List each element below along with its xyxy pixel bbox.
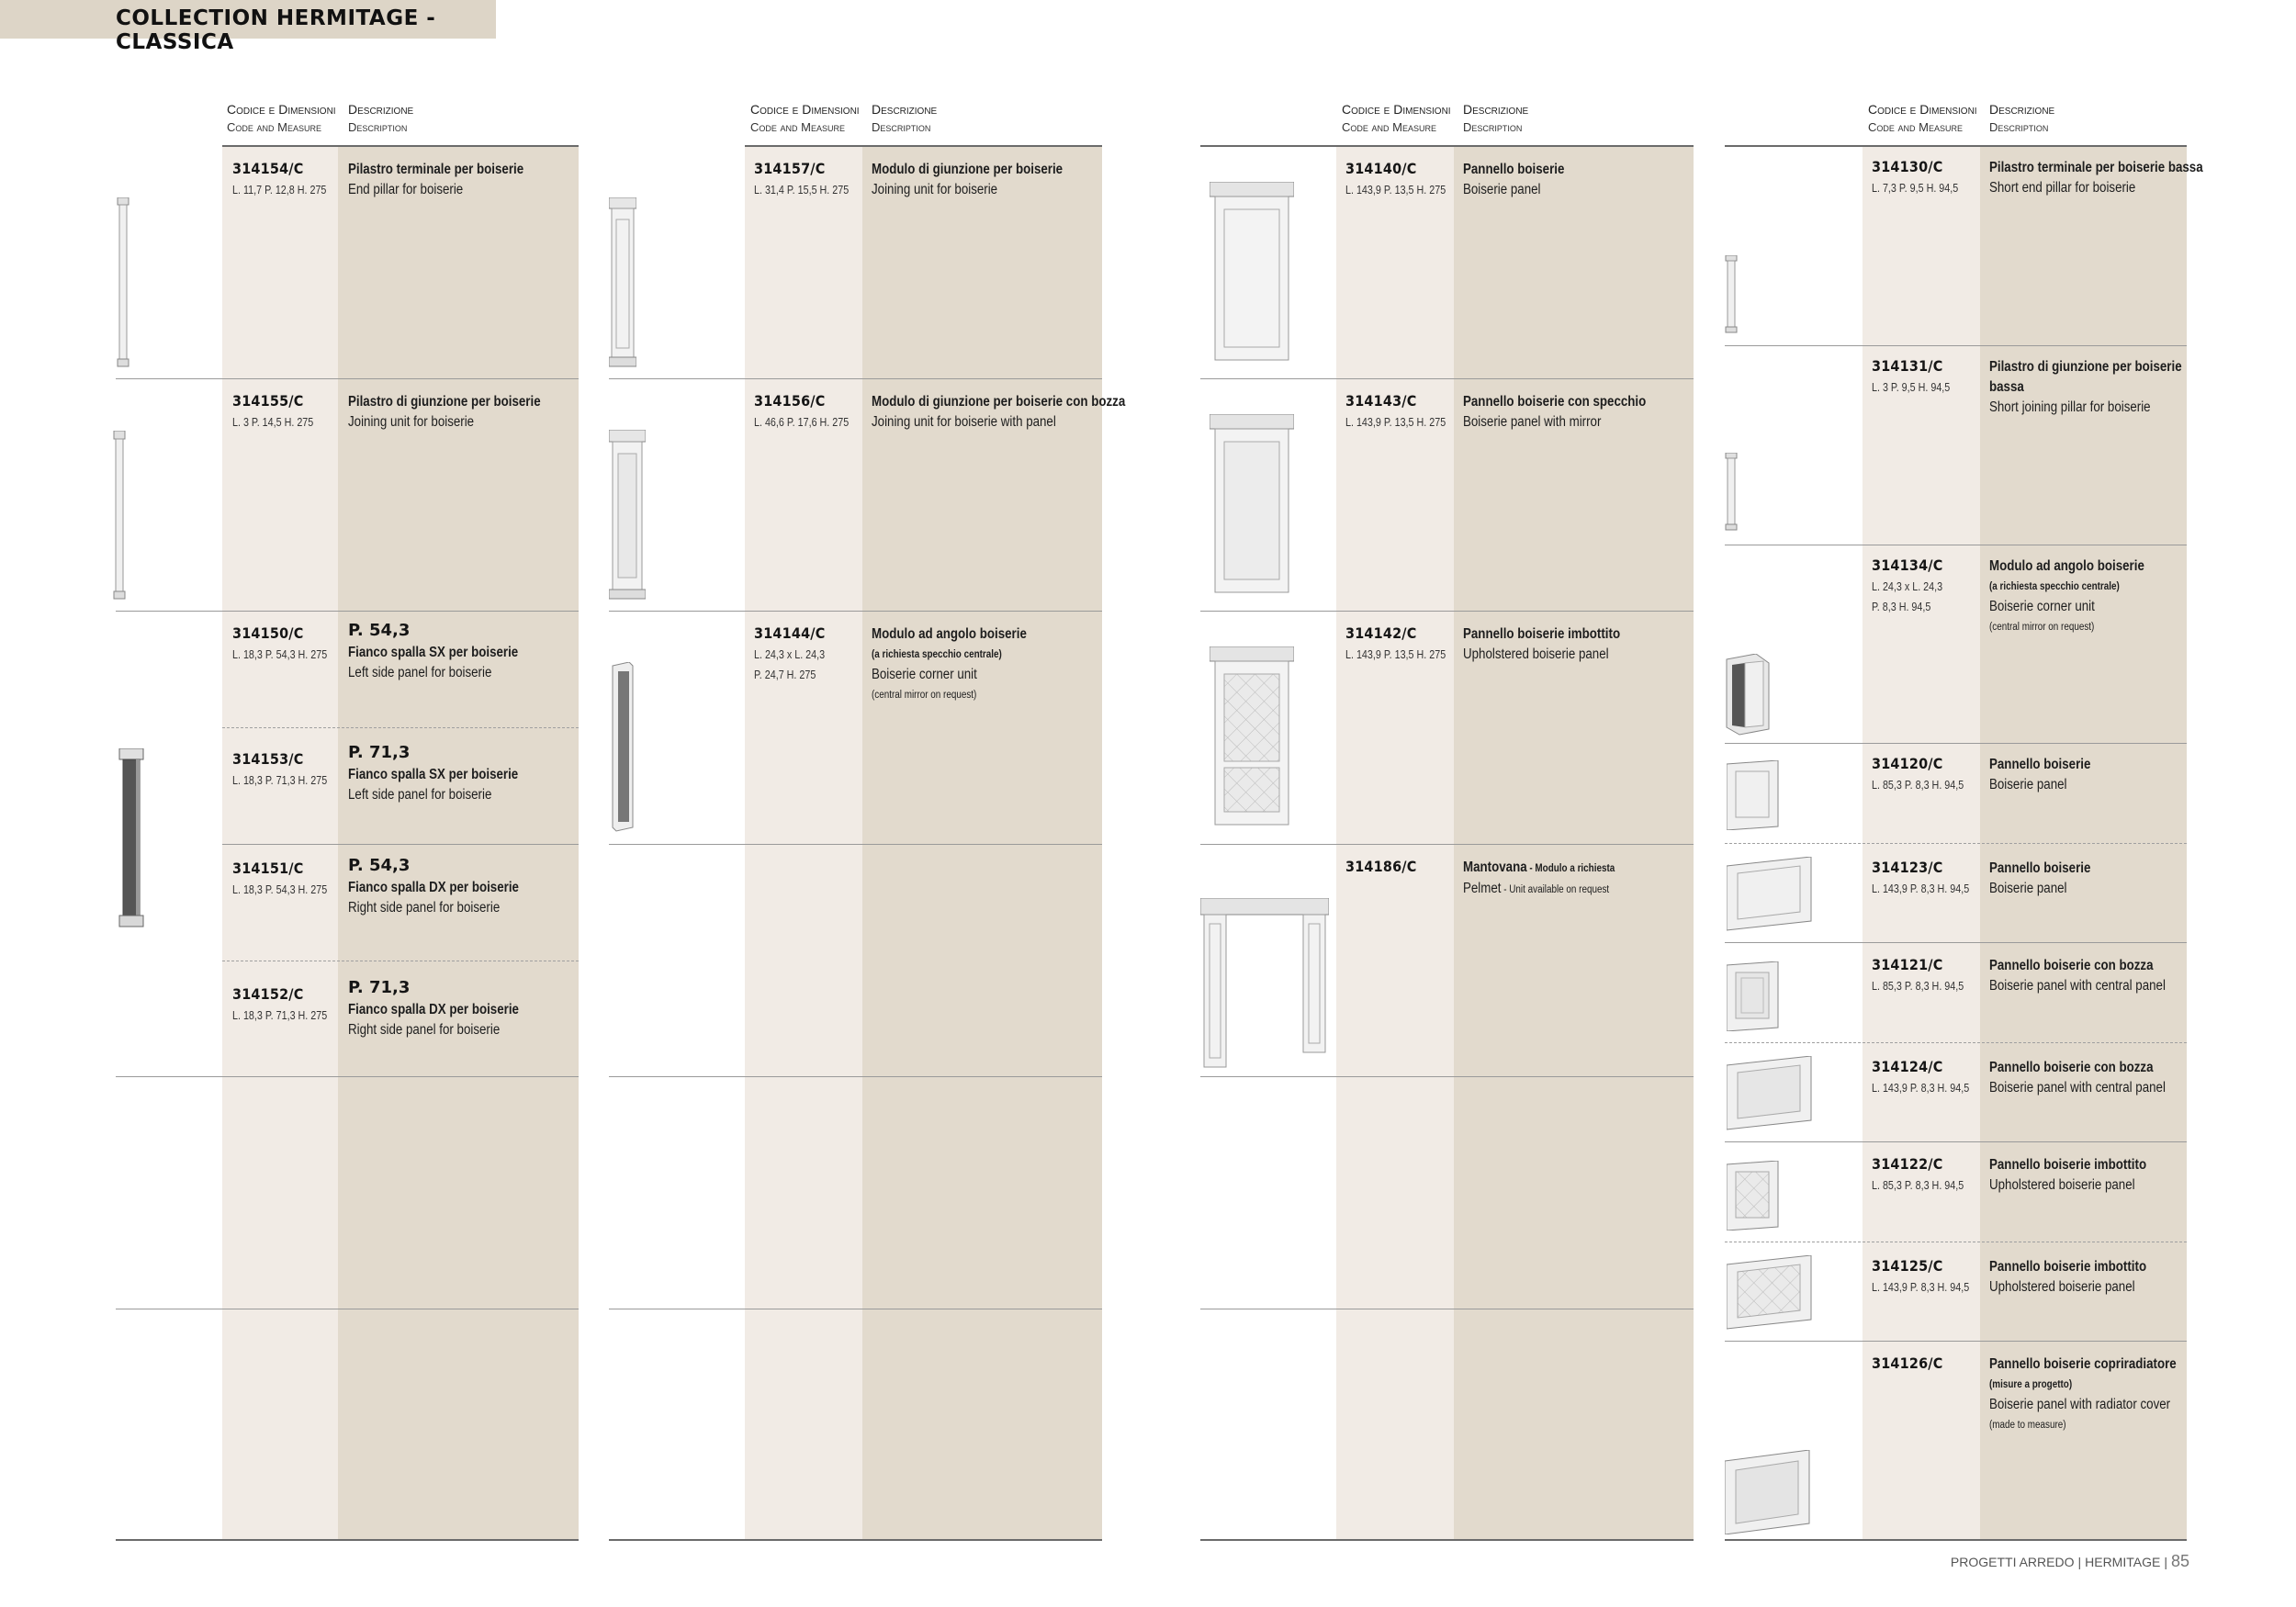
- product-row: [1200, 147, 1694, 379]
- product-code: 314152/C: [232, 985, 304, 1003]
- catalog-block-1: [116, 0, 579, 1541]
- product-row: [116, 728, 579, 845]
- product-row: [1725, 1142, 2187, 1242]
- end-pillar-image: [116, 197, 130, 367]
- product-code: 314157/C: [754, 160, 826, 177]
- product-measure: L. 85,3 P. 8,3 H. 94,5: [1872, 1179, 1964, 1192]
- empty-row: [116, 1077, 579, 1309]
- short-joining-pillar-image: [1725, 453, 1738, 531]
- footer-collection: HERMITAGE: [2085, 1555, 2161, 1569]
- product-measure: L. 143,9 P. 13,5 H. 275: [1345, 648, 1446, 661]
- radiator-cover-panel-image: [1725, 1450, 1811, 1534]
- product-code: 314150/C: [232, 624, 304, 642]
- product-code: 314151/C: [232, 860, 304, 877]
- product-description: Pannello boiserie Boiserie panel: [1463, 162, 1565, 197]
- product-row: [116, 961, 579, 1077]
- header-desc: Descrizione Description: [348, 102, 414, 134]
- product-description: Pannello boiserie imbottito Upholstered boiserie panel: [1989, 1259, 2147, 1295]
- product-description: Modulo ad angolo boiserie (a richiesta specchio centrale) Boiserie corner unit (central mirror on request): [872, 626, 1027, 701]
- product-measure: L. 7,3 P. 9,5 H. 94,5: [1872, 182, 1959, 195]
- product-measure: P. 8,3 H. 94,5: [1872, 601, 1931, 613]
- wide-low-panel-central-image: [1727, 1056, 1813, 1131]
- catalog-block-4: [1725, 0, 2203, 1541]
- panel-mirror-image: [1210, 414, 1294, 593]
- product-description: Modulo ad angolo boiserie (a richiesta specchio centrale) Boiserie corner unit (central mirror on request): [1989, 558, 2144, 633]
- product-code: 314154/C: [232, 160, 304, 177]
- product-code: 314155/C: [232, 392, 304, 410]
- joining-unit-panel-image: [609, 430, 646, 600]
- product-description: Pannello boiserie Boiserie panel: [1989, 860, 2091, 896]
- product-depth: P. 54,3: [348, 856, 411, 875]
- product-description: Pannello boiserie con specchio Boiserie panel with mirror: [1463, 394, 1647, 430]
- header-code: Codice e Dimensioni Code and Measure: [1868, 102, 1977, 134]
- product-depth: P. 54,3: [348, 621, 411, 640]
- product-depth: P. 71,3: [348, 743, 411, 762]
- product-code: 314122/C: [1872, 1155, 1943, 1173]
- empty-row: [1200, 1077, 1694, 1309]
- empty-row: [609, 1077, 1102, 1309]
- wide-upholstered-panel-image: [1727, 1255, 1813, 1331]
- product-measure: L. 3 P. 14,5 H. 275: [232, 416, 314, 429]
- product-description: Fianco spalla SX per boiserie Left side panel for boiserie: [348, 645, 519, 680]
- product-row: [1725, 943, 2187, 1043]
- product-description: Pilastro di giunzione per boiserie bassa Short joining pillar for boiserie: [1989, 359, 2182, 415]
- product-row: [1725, 147, 2203, 346]
- product-description: Pannello boiserie copriradiatore (misure a progetto) Boiserie panel with radiator cover (made to measure): [1989, 1356, 2177, 1431]
- catalog-block-2: [609, 0, 1126, 1541]
- catalog-block-3: [1200, 0, 1694, 1541]
- product-description: Pannello boiserie con bozza Boiserie panel with central panel: [1989, 1060, 2166, 1096]
- joining-pillar-image: [112, 431, 127, 601]
- product-row: [1725, 545, 2187, 744]
- joining-unit-image: [609, 197, 636, 367]
- product-description: Fianco spalla DX per boiserie Right side panel for boiserie: [348, 880, 519, 916]
- side-panel-image: [116, 748, 145, 927]
- boiserie-panel-image: [1210, 182, 1294, 361]
- product-description: Pilastro di giunzione per boiserie Joining unit for boiserie: [348, 394, 541, 430]
- product-measure: L. 85,3 P. 8,3 H. 94,5: [1872, 980, 1964, 993]
- product-row: [1725, 1342, 2187, 1539]
- header-code: Codice e Dimensioni Code and Measure: [227, 102, 336, 134]
- header-desc: Descrizione Description: [1463, 102, 1529, 134]
- short-end-pillar-image: [1725, 255, 1738, 333]
- product-row: [1200, 379, 1694, 612]
- product-row: [1200, 845, 1694, 1077]
- product-row: [609, 612, 1102, 845]
- product-measure: L. 11,7 P. 12,8 H. 275: [232, 184, 327, 197]
- page-number: 85: [2170, 1552, 2189, 1570]
- product-row: [116, 845, 579, 961]
- product-row: [116, 612, 579, 728]
- product-description: Mantovana - Modulo a richiesta Pelmet - Unit available on request: [1463, 860, 1615, 896]
- product-code: 314124/C: [1872, 1058, 1943, 1075]
- product-measure: L. 24,3 x L. 24,3: [1872, 580, 1943, 593]
- product-measure: L. 143,9 P. 8,3 H. 94,5: [1872, 1281, 1970, 1294]
- product-measure: L. 18,3 P. 71,3 H. 275: [232, 1009, 328, 1022]
- product-measure: P. 24,7 H. 275: [754, 669, 816, 681]
- product-row: [1725, 844, 2187, 943]
- product-description: Pilastro terminale per boiserie End pillar for boiserie: [348, 162, 524, 197]
- product-description: Modulo di giunzione per boiserie Joining unit for boiserie: [872, 162, 1064, 197]
- product-code: 314130/C: [1872, 158, 1943, 175]
- product-measure: L. 24,3 x L. 24,3: [754, 648, 826, 661]
- product-code: 314142/C: [1345, 624, 1417, 642]
- upholstered-panel-image: [1210, 646, 1294, 826]
- product-measure: L. 143,9 P. 8,3 H. 94,5: [1872, 882, 1970, 895]
- product-depth: P. 71,3: [348, 978, 411, 997]
- product-code: 314134/C: [1872, 556, 1943, 574]
- product-code: 314153/C: [232, 750, 304, 768]
- low-upholstered-panel-image: [1727, 1161, 1780, 1231]
- header-code: Codice e Dimensioni Code and Measure: [750, 102, 860, 134]
- product-description: Pannello boiserie Boiserie panel: [1989, 757, 2091, 792]
- product-measure: L. 143,9 P. 13,5 H. 275: [1345, 416, 1446, 429]
- bottom-rule: [116, 1539, 579, 1541]
- empty-row: [609, 845, 1102, 1077]
- product-row: [1725, 1043, 2187, 1142]
- product-measure: L. 18,3 P. 71,3 H. 275: [232, 774, 328, 787]
- footer-section: PROGETTI ARREDO: [1950, 1555, 2075, 1569]
- product-row: [116, 379, 579, 612]
- product-code: 314125/C: [1872, 1257, 1943, 1275]
- short-corner-unit-image: [1725, 654, 1771, 736]
- product-measure: L. 85,3 P. 8,3 H. 94,5: [1872, 779, 1964, 792]
- product-measure: L. 18,3 P. 54,3 H. 275: [232, 648, 328, 661]
- product-code: 314120/C: [1872, 755, 1943, 772]
- product-row: [609, 147, 1102, 379]
- product-row: [1200, 612, 1694, 845]
- product-description: Pannello boiserie con bozza Boiserie panel with central panel: [1989, 958, 2166, 994]
- product-measure: L. 31,4 P. 15,5 H. 275: [754, 184, 850, 197]
- product-row: [1725, 744, 2187, 844]
- product-row: [1725, 1242, 2187, 1342]
- product-code: 314126/C: [1872, 1354, 1943, 1372]
- header-desc: Descrizione Description: [872, 102, 938, 134]
- product-code: 314131/C: [1872, 357, 1943, 375]
- product-measure: L. 46,6 P. 17,6 H. 275: [754, 416, 850, 429]
- product-description: Pannello boiserie imbottito Upholstered boiserie panel: [1989, 1157, 2147, 1193]
- product-code: 314140/C: [1345, 160, 1417, 177]
- product-measure: L. 143,9 P. 8,3 H. 94,5: [1872, 1082, 1970, 1095]
- product-measure: L. 18,3 P. 54,3 H. 275: [232, 883, 328, 896]
- product-row: [609, 379, 1126, 612]
- low-panel-image: [1727, 760, 1780, 830]
- product-description: Fianco spalla DX per boiserie Right side panel for boiserie: [348, 1002, 519, 1038]
- product-row: [116, 147, 579, 379]
- product-code: 314144/C: [754, 624, 826, 642]
- wide-low-panel-image: [1727, 857, 1813, 932]
- product-measure: L. 143,9 P. 13,5 H. 275: [1345, 184, 1446, 197]
- product-description: Modulo di giunzione per boiserie con bozza Joining unit for boiserie with panel: [872, 394, 1126, 430]
- header-code: Codice e Dimensioni Code and Measure: [1342, 102, 1451, 134]
- product-row: [1725, 346, 2187, 545]
- product-description: Fianco spalla SX per boiserie Left side panel for boiserie: [348, 767, 519, 803]
- page-footer: PROGETTI ARREDO | HERMITAGE | 85: [1950, 1552, 2189, 1570]
- header-desc: Descrizione Description: [1989, 102, 2055, 134]
- pelmet-image: [1200, 898, 1329, 1068]
- product-code: 314156/C: [754, 392, 826, 410]
- product-code: 314123/C: [1872, 859, 1943, 876]
- product-description: Pilastro terminale per boiserie bassa Short end pillar for boiserie: [1989, 160, 2203, 196]
- product-measure: L. 3 P. 9,5 H. 94,5: [1872, 381, 1951, 394]
- corner-unit-image: [609, 662, 635, 832]
- product-description: Pannello boiserie imbottito Upholstered boiserie panel: [1463, 626, 1621, 662]
- collection-title: COLLECTION HERMITAGE - CLASSICA: [116, 6, 436, 54]
- product-code: 314121/C: [1872, 956, 1943, 973]
- product-code: 314186/C: [1345, 858, 1417, 875]
- product-code: 314143/C: [1345, 392, 1417, 410]
- low-panel-central-image: [1727, 961, 1780, 1031]
